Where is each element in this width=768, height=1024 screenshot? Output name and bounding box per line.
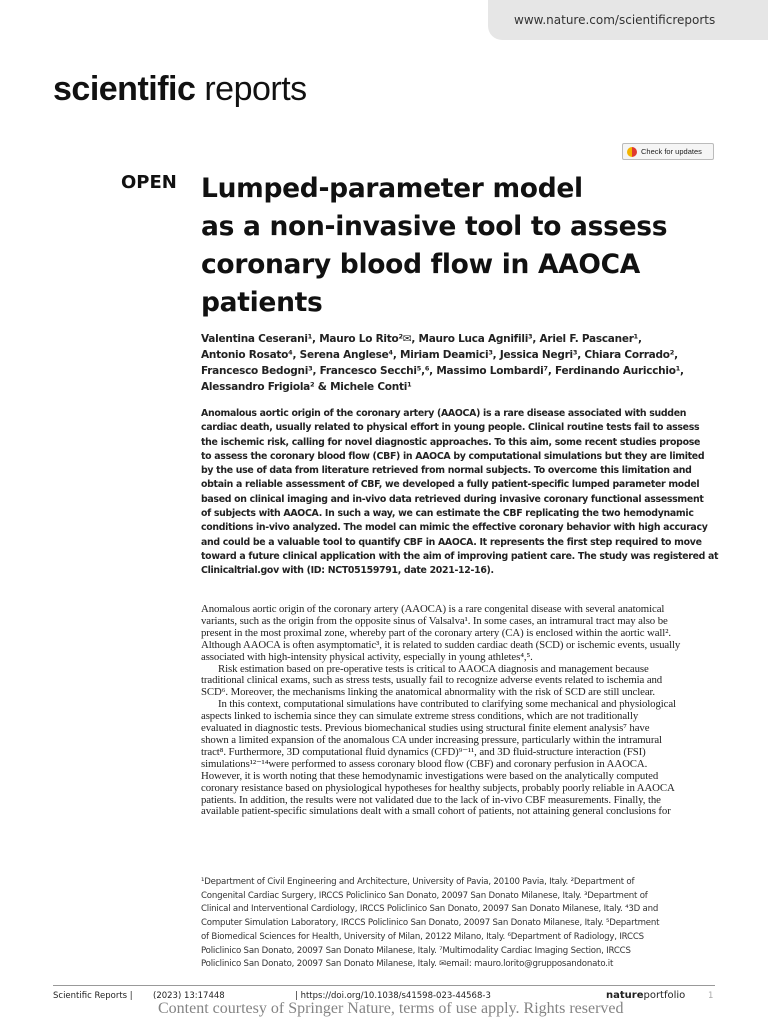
footer-doi-link[interactable]: | https://doi.org/10.1038/s41598-023-44568-3 <box>295 991 491 1001</box>
affiliation-line: of Biomedical Sciences for Health, University of Milan, 20122 Milano, Italy. ⁶Department of Radiology, IRCCS <box>201 931 644 942</box>
crossmark-icon <box>627 147 637 157</box>
body-line: coronary resistance based on physiological hypotheses for healthy subjects, probably poorly reliable in AAOCA <box>201 781 675 794</box>
author-line: Antonio Rosato⁴, Serena Anglese⁴, Miriam Deamici³, Jessica Negri³, Chiara Corrado², <box>201 349 678 361</box>
footer-citation: (2023) 13:17448 <box>153 991 225 1001</box>
author-line: Alessandro Frigiola² & Michele Conti¹ <box>201 381 412 393</box>
abstract-line: based on clinical imaging and in-vivo data retrieved during invasive coronary functional assessment <box>201 493 704 505</box>
affiliation-line: Policlinico San Donato, 20097 San Donato Milanese, Italy. ✉email: mauro.lorito@grupposandonato.it <box>201 959 614 970</box>
abstract-line: toward a future clinical application with the aim of improving patient care. The study was registered at <box>201 550 719 562</box>
affiliation-line: Congenital Cardiac Surgery, IRCCS Policlinico San Donato, 20097 San Donato Milanese, Italy. ³Department of <box>201 890 648 901</box>
journal-url: www.nature.com/scientificreports <box>514 13 716 27</box>
check-for-updates-label: Check for updates <box>641 147 702 156</box>
abstract-line: Clinicaltrial.gov with (ID: NCT05159791, date 2021-12-16). <box>201 565 494 577</box>
body-line: SCD⁶. Moreover, the mechanisms linking the anatomical abnormality with the risk of SCD are still unclear. <box>201 686 656 699</box>
abstract-line: conditions in-vivo analyzed. The model can mimic the effective coronary behavior with high accuracy <box>201 522 708 534</box>
body-line: However, it is worth noting that these hemodynamic investigations were based on the analytically computed <box>201 769 659 782</box>
footer-divider <box>53 985 715 986</box>
title-line: patients <box>201 287 323 318</box>
abstract-line: of subjects with AAOCA. In such a way, we can estimate the CBF replicating the two hemodynamic <box>201 508 694 520</box>
watermark-text: Content courtesy of Springer Nature, terms of use apply. Rights reserved <box>158 1000 624 1017</box>
abstract-line: cardiac death, usually related to physical effort in young people. Clinical routine tests fail to assess <box>201 422 700 434</box>
body-line: Anomalous aortic origin of the coronary artery (AAOCA) is a rare congenital disease with several anatomical <box>201 603 665 615</box>
affiliation-line: Clinical and Interventional Cardiology, IRCCS Policlinico San Donato, 20097 San Donato Milanese, Italy. ⁴3D and <box>201 904 659 915</box>
body-line: patients. In addition, the results were not validated due to the lack of in-vivo CBF measurements. Finally, the <box>201 793 661 806</box>
journal-logo <box>53 70 307 109</box>
publisher-logo-bold: nature <box>606 990 644 1001</box>
journal-logo-bold: scientific <box>53 70 196 108</box>
affiliations <box>201 876 717 972</box>
body-line: Risk estimation based on pre-operative tests is critical to AAOCA diagnosis and management because <box>218 662 649 675</box>
body-line: tract⁸. Furthermore, 3D computational fluid dynamics (CFD)⁹⁻¹¹, and 3D fluid-structure interaction (FSI) <box>201 745 646 758</box>
check-for-updates-button[interactable] <box>622 143 714 160</box>
author-line: Francesco Bedogni³, Francesco Secchi⁵,⁶, Massimo Lombardi⁷, Ferdinando Auricchio¹, <box>201 365 684 377</box>
body-line: associated with high-intensity physical activity, especially in young athletes⁴,⁵. <box>201 650 533 663</box>
abstract-line: obtain a reliable assessment of CBF, we developed a fully patient-specific lumped parameter model <box>201 479 700 491</box>
body-line: Although AAOCA is often asymptomatic³, it is related to sudden cardiac death (SCD) or ischemic events, usually <box>201 638 681 651</box>
affiliation-line: Computer Simulation Laboratory, IRCCS Policlinico San Donato, 20097 San Donato Milanese, Italy. ⁵Department <box>201 918 660 929</box>
body-line: available patient-specific simulations dealt with a small cohort of patients, not attaining general conclusions for <box>201 805 671 818</box>
body-line: shown a limited expansion of the anomalous CA under increasing pressure, particularly within the intramural <box>201 733 662 746</box>
body-line: variants, such as the origin from the opposite sinus of Valsalva¹. In some cases, an intramural tract may also be <box>201 614 668 627</box>
title-line: coronary blood flow in AAOCA <box>201 249 640 280</box>
journal-url-banner <box>488 0 768 40</box>
article-body <box>201 604 717 818</box>
abstract <box>201 407 721 579</box>
abstract-line: to assess the coronary blood flow (CBF) in AAOCA by computational simulations but they are limited <box>201 450 705 462</box>
body-line: In this context, computational simulations have contributed to clarifying some mechanical and physiological <box>218 698 676 711</box>
title-line: Lumped-parameter model <box>201 173 583 204</box>
body-line: traditional clinical exams, such as stress tests, usually fail to recognize adverse events related to ischemia and <box>201 674 663 687</box>
abstract-line: and could be a valuable tool to quantify CBF in AAOCA. It represents the first step required to move <box>201 536 702 548</box>
abstract-line: by the use of data from literature retrieved from normal subjects. To overcome this limitation and <box>201 465 692 477</box>
affiliation-line: ¹Department of Civil Engineering and Architecture, University of Pavia, 20100 Pavia, Italy. ²Department of <box>201 877 635 887</box>
publisher-logo-regular: portfolio <box>643 990 686 1001</box>
title-line: as a non-invasive tool to assess <box>201 211 668 242</box>
body-line: evaluated in diagnostic tests. Previous biomechanical studies using structural finite element analysis⁷ have <box>201 722 650 735</box>
journal-logo-regular: reports <box>204 70 307 108</box>
page-number: 1 <box>708 991 714 1001</box>
abstract-line: the ischemic risk, calling for novel diagnostic approaches. To this aim, some recent studies propose <box>201 436 701 448</box>
author-line: Valentina Ceserani¹, Mauro Lo Rito²✉, Mauro Luca Agnifili³, Ariel F. Pascaner¹, <box>201 333 642 345</box>
body-line: simulations¹²⁻¹⁴were performed to assess coronary blood flow (CBF) and coronary perfusion in AAOCA. <box>201 757 648 770</box>
body-line: present in the most proximal zone, whereby part of the coronary artery (CA) is enclosed within the aortic wall². <box>201 626 671 639</box>
footer-journal: Scientific Reports | <box>53 991 133 1001</box>
article-title <box>201 170 681 322</box>
body-line: aspects linked to ischemia since they can simulate extreme stress conditions, which are not traditionally <box>201 710 639 723</box>
abstract-line: Anomalous aortic origin of the coronary artery (AAOCA) is a rare disease associated with sudden <box>201 408 687 419</box>
author-list <box>201 331 721 395</box>
affiliation-line: Policlinico San Donato, 20097 San Donato Milanese, Italy. ⁷Multimodality Cardiac Imaging Section, IRCCS <box>201 945 631 956</box>
open-access-label: OPEN <box>121 172 177 193</box>
